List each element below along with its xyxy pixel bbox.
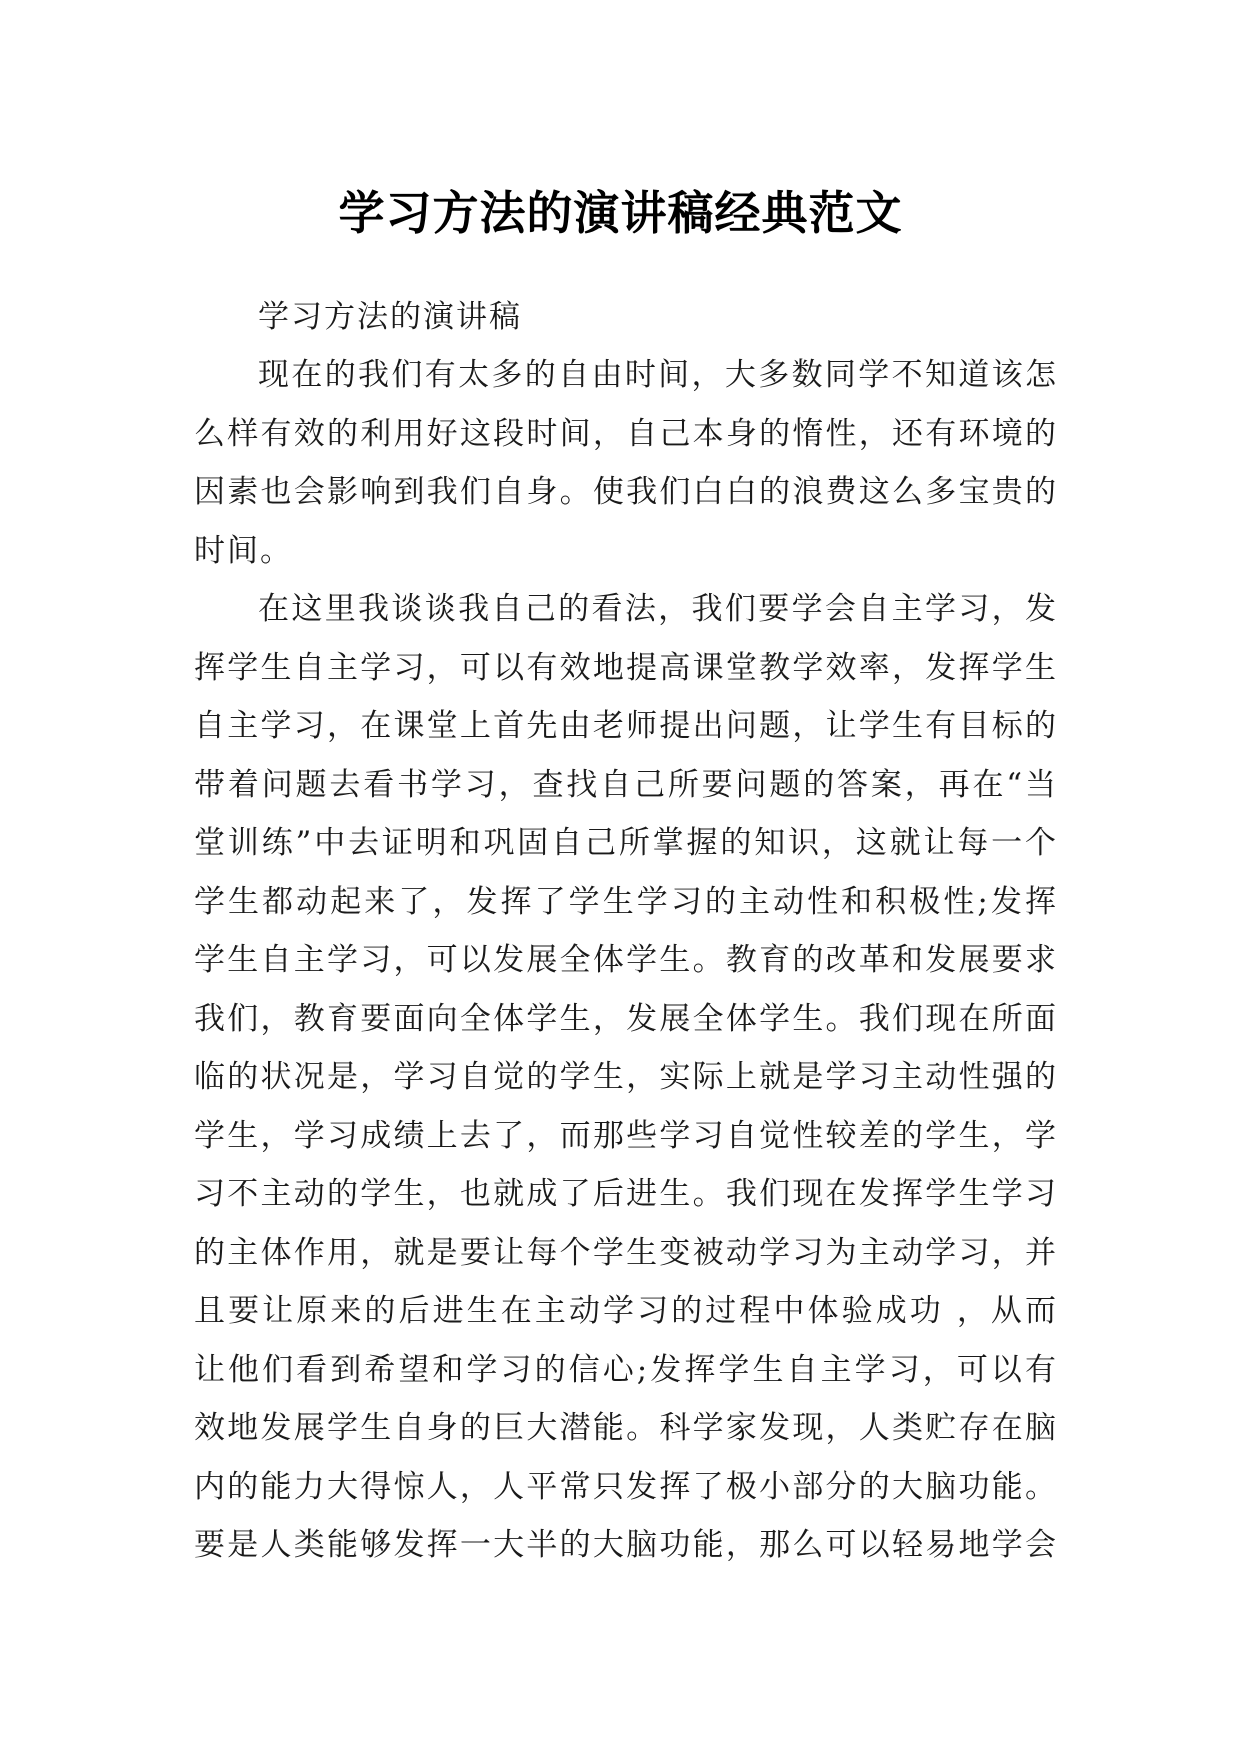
text-line: 堂训练”中去证明和巩固自己所掌握的知识，这就让每一个: [194, 825, 1056, 861]
text-line: 效地发展学生自身的巨大潜能。科学家发现，人类贮存在脑: [194, 1410, 1056, 1446]
text-line: 自主学习，在课堂上首先由老师提出问题，让学生有目标的: [194, 708, 1056, 744]
text-line: 么样有效的利用好这段时间，自己本身的惰性，还有环境的: [194, 415, 1056, 452]
text-line: 内的能力大得惊人，人平常只发挥了极小部分的大脑功能。: [194, 1468, 1056, 1505]
text-line: 我们，教育要面向全体学生，发展全体学生。我们现在所面: [194, 1000, 1056, 1037]
paragraph-2: [194, 580, 1056, 1575]
text-line: 学生都动起来了，发挥了学生学习的主动性和积极性;发挥: [194, 883, 1056, 920]
text-line: 挥学生自主学习，可以有效地提高课堂教学效率，发挥学生: [194, 649, 1056, 686]
paragraph-1: [194, 346, 1056, 580]
text-line: 现在的我们有太多的自由时间，大多数同学不知道该怎: [258, 357, 1056, 393]
document-title: 学习方法的演讲稿经典范文: [338, 185, 903, 240]
text-line: 且要让原来的后进生在主动学习的过程中体验成功 ，从而: [194, 1293, 1056, 1329]
text-line: 临的状况是，学习自觉的学生，实际上就是学习主动性强的: [194, 1059, 1056, 1095]
text-line: 的主体作用，就是要让每个学生变被动学习为主动学习，并: [194, 1234, 1056, 1271]
text-line: 习不主动的学生，也就成了后进生。我们现在发挥学生学习: [194, 1176, 1056, 1212]
text-line: 要是人类能够发挥一大半的大脑功能，那么可以轻易地学会: [194, 1527, 1056, 1563]
text-line: 时间。: [194, 532, 293, 569]
text-line: 带着问题去看书学习，查找自己所要问题的答案，再在“当: [194, 766, 1056, 803]
document-subtitle: 学习方法的演讲稿: [258, 299, 522, 335]
text-line: 学生，学习成绩上去了，而那些学习自觉性较差的学生，学: [194, 1117, 1056, 1154]
text-line: 在这里我谈谈我自己的看法，我们要学会自主学习，发: [258, 591, 1056, 627]
text-line: 因素也会影响到我们自身。使我们白白的浪费这么多宝贵的: [194, 474, 1056, 510]
text-line: 让他们看到希望和学习的信心;发挥学生自主学习，可以有: [194, 1351, 1056, 1388]
document-body: [194, 288, 1056, 1575]
text-line: 学生自主学习，可以发展全体学生。教育的改革和发展要求: [194, 942, 1056, 978]
